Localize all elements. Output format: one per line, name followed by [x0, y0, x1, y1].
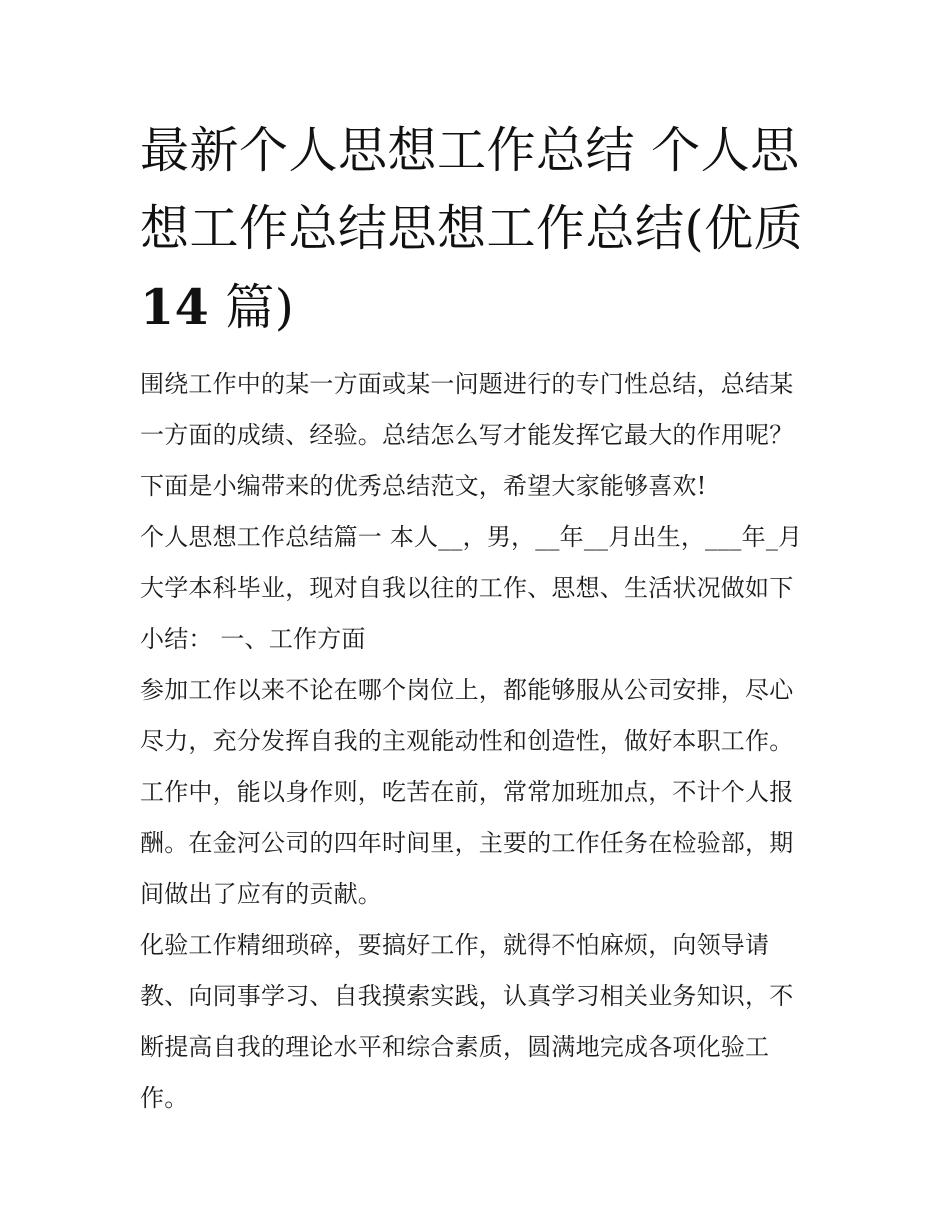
title-text: 最新个人思想工作总结 个人思想工作总结思想工作总结(优质 [140, 122, 804, 257]
body-paragraph-1: 个人思想工作总结篇一 本人__，男，__年__月出生，___年_月大学本科毕业，现对自我以往的工作、思想、生活状况做如下小结： 一、工作方面 [140, 523, 803, 653]
title-suffix: 篇) [209, 279, 295, 336]
body-paragraph-2: 参加工作以来不论在哪个岗位上，都能够服从公司安排，尽心尽力，充分发挥自我的主观能动性和创造性，做好本职工作。工作中，能以身作则，吃苦在前，常常加班加点，不计个人报酬。在金河公司的四年时间里，主要的工作任务在检验部，期间做出了应有的贡献。 [140, 676, 794, 908]
intro-paragraph: 围绕工作中的某一方面或某一问题进行的专门性总结，总结某一方面的成绩、经验。总结怎么写才能发挥它最大的作用呢？下面是小编带来的优秀总结范文，希望大家能够喜欢! [140, 370, 794, 500]
body-paragraph-3: 化验工作精细琐碎，要搞好工作，就得不怕麻烦，向领导请教、向同事学习、自我摸索实践，认真学习相关业务知识，不断提高自我的理论水平和综合素质，圆满地完成各项化验工作。 [140, 931, 794, 1112]
title-count: 14 [140, 278, 210, 336]
document-content [140, 112, 815, 1124]
document-title [140, 112, 815, 347]
